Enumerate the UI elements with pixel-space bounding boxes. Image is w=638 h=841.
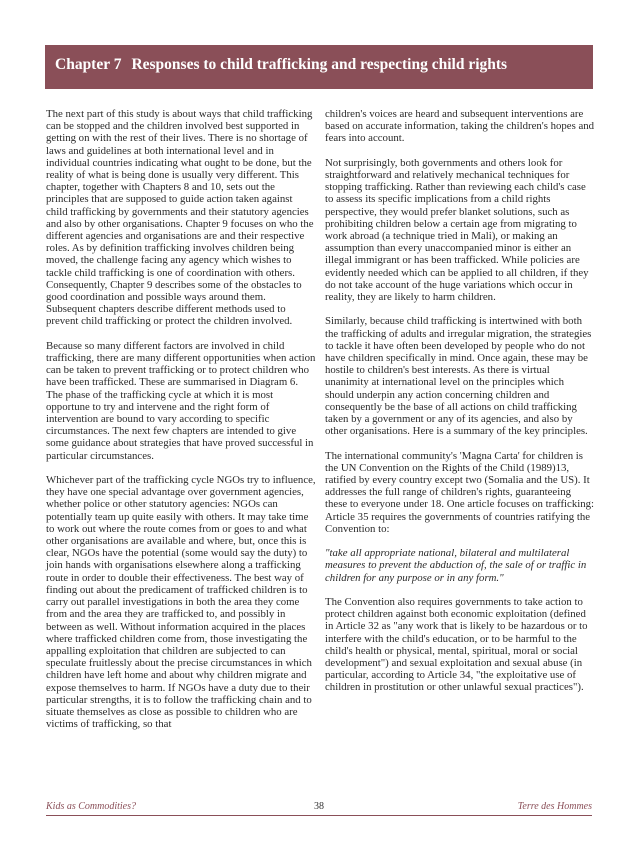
- chapter-title: Responses to child trafficking and respecting child rights: [131, 56, 508, 73]
- footer-publication-title: Kids as Commodities?: [46, 801, 137, 812]
- convention-quote: "take all appropriate national, bilateral and multilateral measures to prevent the abduction of, the sale of or traffic in children for any purpose or in any form.": [325, 547, 587, 584]
- footer-publisher: Terre des Hommes: [517, 801, 592, 812]
- paragraph: Similarly, because child trafficking is intertwined with both the trafficking of adults and irregular migration, the strategies to tackle it have often been developed by people who do not have children specifically in mind. Once again, these may be hostile to children's best interests. As there is virtual unanimity at international level on the principles which should underpin any action concerning children and consequently be the base of all actions on child trafficking taken by a government or any of its agencies, and also by other organisations. Here is a summary of the key principles.: [325, 315, 592, 438]
- paragraph: The next part of this study is about ways that child trafficking can be stopped and the children involved best supported in getting on with the rest of their lives. There is no shortage of laws and guidelines at both international level and in individual countries indicating what ought to be done, but the reality of what is being done is usually very different. This chapter, together with Chapters 8 and 10, sets out the principles that are supposed to guide action taken against child trafficking by governments and their statutory agencies and also by other organisations. Chapter 9 focuses on who the different agencies and organisations are and their respective roles. As by definition trafficking involves children being moved, the challenge facing any agency which wishes to tackle child trafficking is one of coordination with others. Consequently, Chapter 9 describes some of the obstacles to good coordination and possible ways around them. Subsequent chapters describe different methods used to prevent child trafficking or protect the children involved.: [46, 108, 314, 328]
- paragraph: Not surprisingly, both governments and others look for straightforward and relatively mechanical techniques for stopping trafficking. Rather than reviewing each child's case to assess its specific implications from a child rights perspective, they would prefer blanket solutions, such as prohibiting children below a certain age from migrating to work abroad (a technique tried in Mali), or making an assumption than every unaccompanied minor is either an illegal immigrant or has been trafficked. While policies are evidently needed which can be applied to all children, if they do not take account of the huge variations which occur in reality, they are likely to harm children.: [325, 156, 589, 304]
- paragraph: The Convention also requires governments to take action to protect children against both economic exploitation (defined in Article 32 as "any work that is likely to be hazardous or to interfere with the child's education, or to be harmful to the child's health or physical, mental, spiritual, moral or social development") and sexual exploitation and sexual abuse (in particular, according to Article 34, "the exploitative use of children in prostitution or other unlawful sexual practices").: [325, 596, 588, 694]
- right-column: [325, 108, 595, 706]
- chapter-heading: [55, 56, 507, 74]
- paragraph: children's voices are heard and subsequent interventions are based on accurate information, taking the children's hopes and fears into account.: [325, 108, 595, 145]
- chapter-number: Chapter 7: [55, 56, 122, 73]
- paragraph: Because so many different factors are involved in child trafficking, there are many different opportunities when action can be taken to prevent trafficking or to protect children who have been trafficked. These are summarised in Diagram 6. The phase of the trafficking cycle at which it is most opportune to try and intervene and the right form of intervention are bound to vary according to specific circumstances. The next few chapters are intended to give some guidance about strategies that have proved successful in particular circumstances.: [46, 339, 316, 462]
- footer-rule: [46, 815, 592, 816]
- chapter-banner: [45, 45, 593, 89]
- paragraph: The international community's 'Magna Carta' for children is the UN Convention on the Rights of the Child (1989)13, ratified by every country except two (Somalia and the US). It addresses the full range of children's rights, guaranteeing these to everyone under 18. One article focuses on trafficking: Article 35 requires the governments of countries ratifying the Convention to:: [325, 449, 595, 535]
- page-number: 38: [314, 801, 324, 812]
- paragraph: Whichever part of the trafficking cycle NGOs try to influence, they have one special advantage over government agencies, whether police or other statutory agencies: NGOs can potentially team up quite easily with others. It may take time to work out where the route comes from or goes to and what other organisations are available and where, but, once this is clear, NGOs have the potential (some would say the duty) to join hands with organisations elsewhere along a trafficking route in order to double their effectiveness. The best way of finding out about the predicament of trafficked children is to carry out parallel investigations in both the area they come from and the area they are trafficked to, and possibly in between as well. Without information acquired in the places where trafficked children come from, those investigating the appalling exploitation that children are subjected to can speculate fruitlessly about the precise circumstances in which children have left home and about why children migrate and expose themselves to harm. If NGOs have a duty due to their particular strengths, it is to follow the trafficking chain and to situate themselves as close as possible to children who are victims of trafficking, so that: [46, 474, 316, 731]
- left-column: [46, 108, 316, 743]
